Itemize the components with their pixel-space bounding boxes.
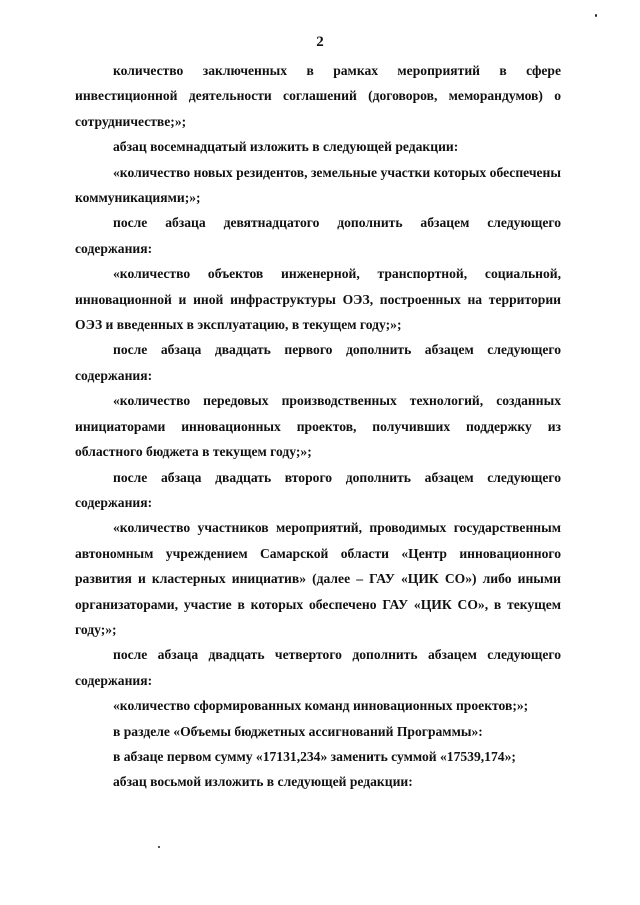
scan-speck-top-right	[595, 14, 597, 17]
paragraph-6: после абзаца двадцать первого дополнить абзацем следующего содержания:	[75, 342, 561, 383]
paragraph-12: в разделе «Объемы бюджетных ассигнований Программы»:	[113, 723, 483, 739]
scan-speck-bottom	[158, 846, 160, 848]
paragraph-7: «количество передовых производственных технологий, созданных инициаторами инновационных проектов, получивших поддержку из областного бюджета в текущем году;»;	[75, 393, 561, 460]
page-number: 2	[316, 34, 324, 50]
paragraph-14: абзац восьмой изложить в следующей редакции:	[113, 774, 413, 790]
paragraph-8: после абзаца двадцать второго дополнить абзацем следующего содержания:	[75, 469, 561, 510]
paragraph-9: «количество участников мероприятий, проводимых государственным автономным учреждением Самарской области «Центр инновационного развития и кластерных инициатив» (далее – ГАУ «ЦИК СО») либо иными организаторами, участие в которых обеспечено ГАУ «ЦИК СО», в текущем году;»;	[75, 520, 561, 637]
paragraph-11: «количество сформированных команд инновационных проектов;»;	[113, 698, 529, 714]
document-body	[75, 58, 561, 795]
paragraph-13: в абзаце первом сумму «17131,234» заменить суммой «17539,174»;	[113, 748, 516, 764]
paragraph-10: после абзаца двадцать четвертого дополнить абзацем следующего содержания:	[75, 647, 561, 688]
paragraph-5: «количество объектов инженерной, транспортной, социальной, инновационной и иной инфраструктуры ОЭЗ, построенных на территории ОЭЗ и введенных в эксплуатацию, в текущем году;»;	[75, 266, 561, 333]
paragraph-2: абзац восемнадцатый изложить в следующей редакции:	[113, 139, 459, 155]
paragraph-4: после абзаца девятнадцатого дополнить абзацем следующего содержания:	[75, 215, 561, 256]
paragraph-3: «количество новых резидентов, земельные участки которых обеспечены коммуникациями;»;	[75, 164, 561, 206]
paragraph-1: количество заключенных в рамках мероприятий в сфере инвестиционной деятельности соглашений (договоров, меморандумов) о сотрудничестве;»;	[75, 63, 561, 129]
